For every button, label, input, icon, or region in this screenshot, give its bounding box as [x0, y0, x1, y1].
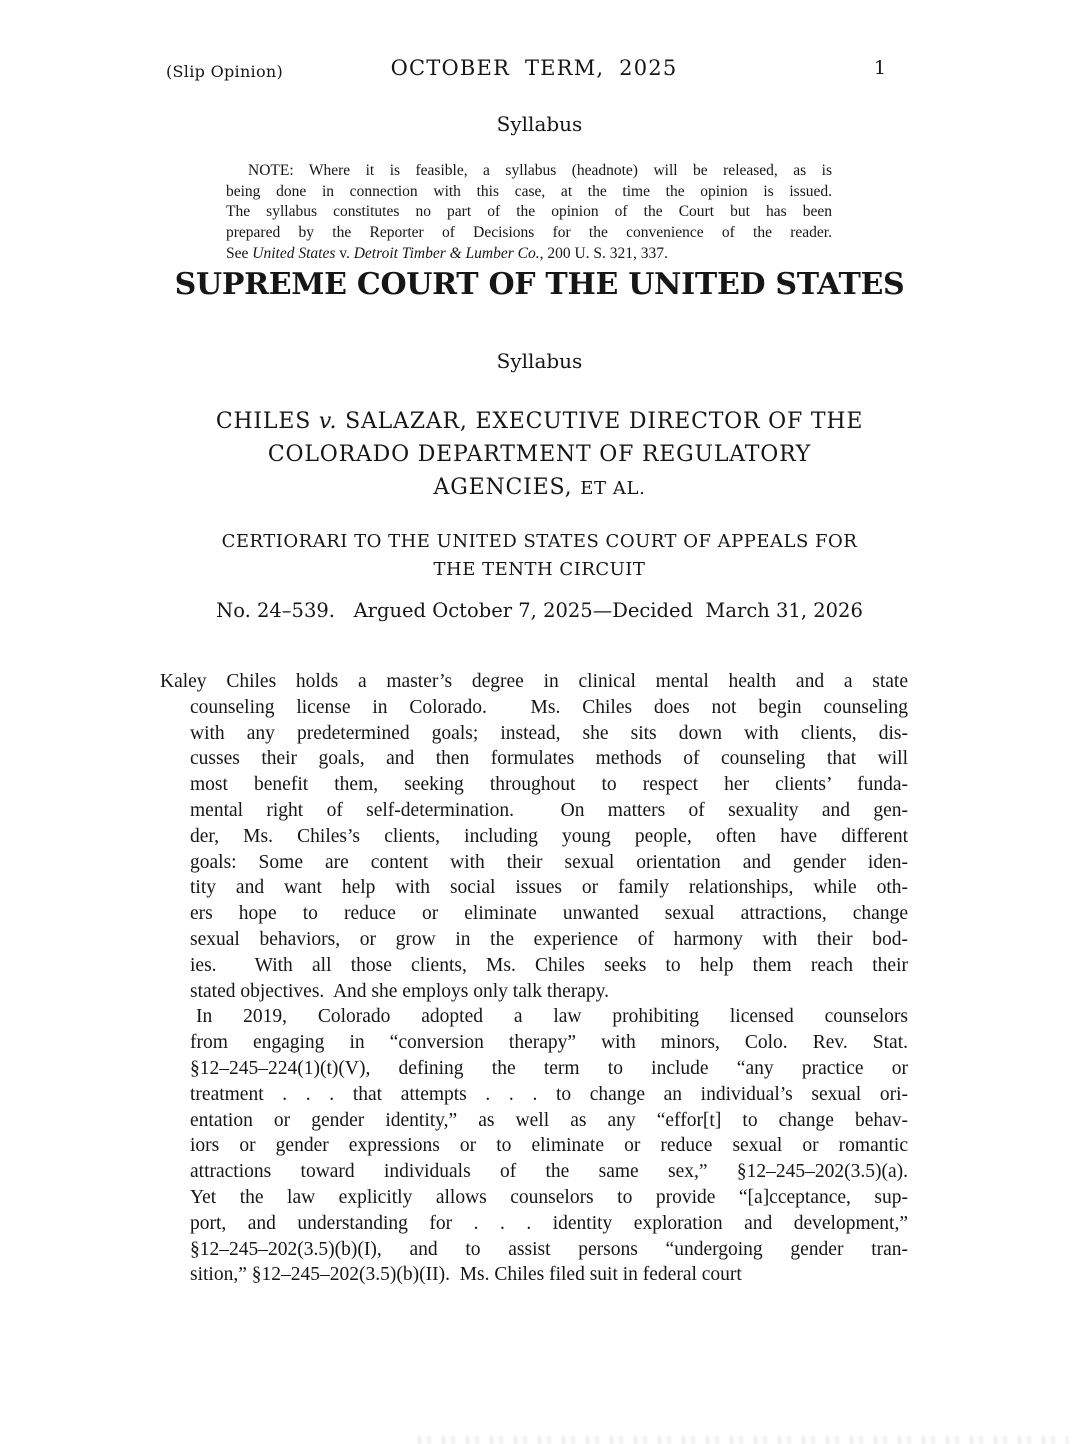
text-line: §12–245–224(1)(t)(V), defining the term to include “any practice or [190, 1057, 908, 1079]
text-line: sexual behaviors, or grow in the experience of harmony with their bod- [190, 928, 908, 950]
plain-text: SALAZAR, EXECUTIVE DIRECTOR OF THE [337, 409, 864, 434]
text-line: mental right of self-determination. On matters of sexuality and gen- [190, 799, 908, 821]
text-line: treatment . . . that attempts . . . to change an individual’s sexual ori- [190, 1083, 908, 1105]
text-line: prepared by the Reporter of Decisions for the convenience of the reader. [226, 224, 832, 242]
text-line: iors or gender expressions or to eliminate or reduce sexual or romantic [190, 1135, 908, 1157]
plain-text: 200 U. S. 321, 337. [543, 244, 668, 262]
text-line: The syllabus constitutes no part of the opinion of the Court but has been [226, 203, 832, 221]
plain-text: See [226, 244, 253, 262]
text-line: from engaging in “conversion therapy” with minors, Colo. Rev. Stat. [190, 1032, 908, 1054]
plain-text: v. [335, 244, 354, 262]
reporter-note [226, 161, 832, 265]
text-line [0, 471, 1079, 505]
text-line: COLORADO DEPARTMENT OF REGULATORY [267, 442, 812, 467]
court-title: SUPREME COURT OF THE UNITED STATES [174, 267, 905, 302]
text-line: Kaley Chiles holds a master’s degree in clinical mental health and a state [160, 671, 908, 692]
text-line: tity and want help with social issues or family relationships, while oth- [190, 877, 908, 899]
text-line: ies. With all those clients, Ms. Chiles seeks to help them reach their [190, 954, 908, 976]
page-header [160, 56, 908, 88]
plain-text: CHILES [215, 409, 319, 434]
text-line: entation or gender identity,” as well as any “effor[t] to change behav- [190, 1109, 908, 1131]
text-line: counseling license in Colorado. Ms. Chiles does not begin counseling [190, 696, 908, 718]
text-line: Yet the law explicitly allows counselors to provide “[a]cceptance, sup- [190, 1186, 908, 1208]
text-line: der, Ms. Chiles’s clients, including young people, often have different [190, 825, 908, 847]
text-line: stated objectives. And she employs only talk therapy. [190, 980, 609, 1002]
bottom-cutoff-artifact [418, 1436, 1068, 1444]
text-line: sition,” §12–245–202(3.5)(b)(II). Ms. Chiles filed suit in federal court [190, 1264, 742, 1286]
text-line: attractions toward individuals of the same sex,” §12–245–202(3.5)(a). [190, 1161, 908, 1183]
docket-line: No. 24–539. Argued October 7, 2025—Decided March 31, 2026 [216, 599, 863, 622]
text-line: cusses their goals, and then formulates methods of counseling that will [190, 748, 908, 770]
italic-text: Detroit Timber & Lumber Co., [353, 244, 544, 262]
text-line: port, and understanding for . . . identity exploration and development,” [190, 1212, 908, 1234]
text-line: THE TENTH CIRCUIT [433, 559, 646, 580]
text-line [0, 405, 1079, 438]
syllabus-body [160, 669, 908, 1288]
syllabus-heading-top: Syllabus [496, 112, 583, 136]
text-line [226, 244, 832, 265]
syllabus-heading-mid: Syllabus [496, 349, 583, 373]
text-line: with any predetermined goals; instead, she sits down with clients, dis- [190, 722, 908, 744]
page-number: 1 [873, 57, 886, 79]
certiorari-heading [0, 528, 1079, 584]
slip-opinion-label: (Slip Opinion) [166, 62, 284, 81]
text-line: ers hope to reduce or eliminate unwanted sexual attractions, change [190, 903, 908, 925]
small-caps-text: ET AL. [580, 478, 646, 499]
italic-text: v. [318, 409, 338, 434]
term-heading: OCTOBER TERM, 2025 [390, 56, 678, 80]
text-line: NOTE: Where it is feasible, a syllabus (headnote) will be released, as is [248, 162, 832, 179]
text-line: being done in connection with this case, at the time the opinion is issued. [226, 182, 832, 200]
case-title [0, 405, 1079, 505]
body-paragraph-2 [160, 1004, 908, 1288]
body-paragraph-1 [160, 669, 908, 1004]
text-line: CERTIORARI TO THE UNITED STATES COURT OF APPEALS FOR [221, 531, 858, 552]
text-line: most benefit them, seeking throughout to respect her clients’ funda- [190, 774, 908, 796]
text-line: goals: Some are content with their sexual orientation and gender iden- [190, 851, 908, 873]
text-line: §12–245–202(3.5)(b)(I), and to assist persons “undergoing gender tran- [190, 1238, 908, 1260]
plain-text: AGENCIES, [433, 475, 581, 500]
text-line: In 2019, Colorado adopted a law prohibiting licensed counselors [196, 1006, 908, 1028]
italic-text: United States [252, 244, 336, 262]
